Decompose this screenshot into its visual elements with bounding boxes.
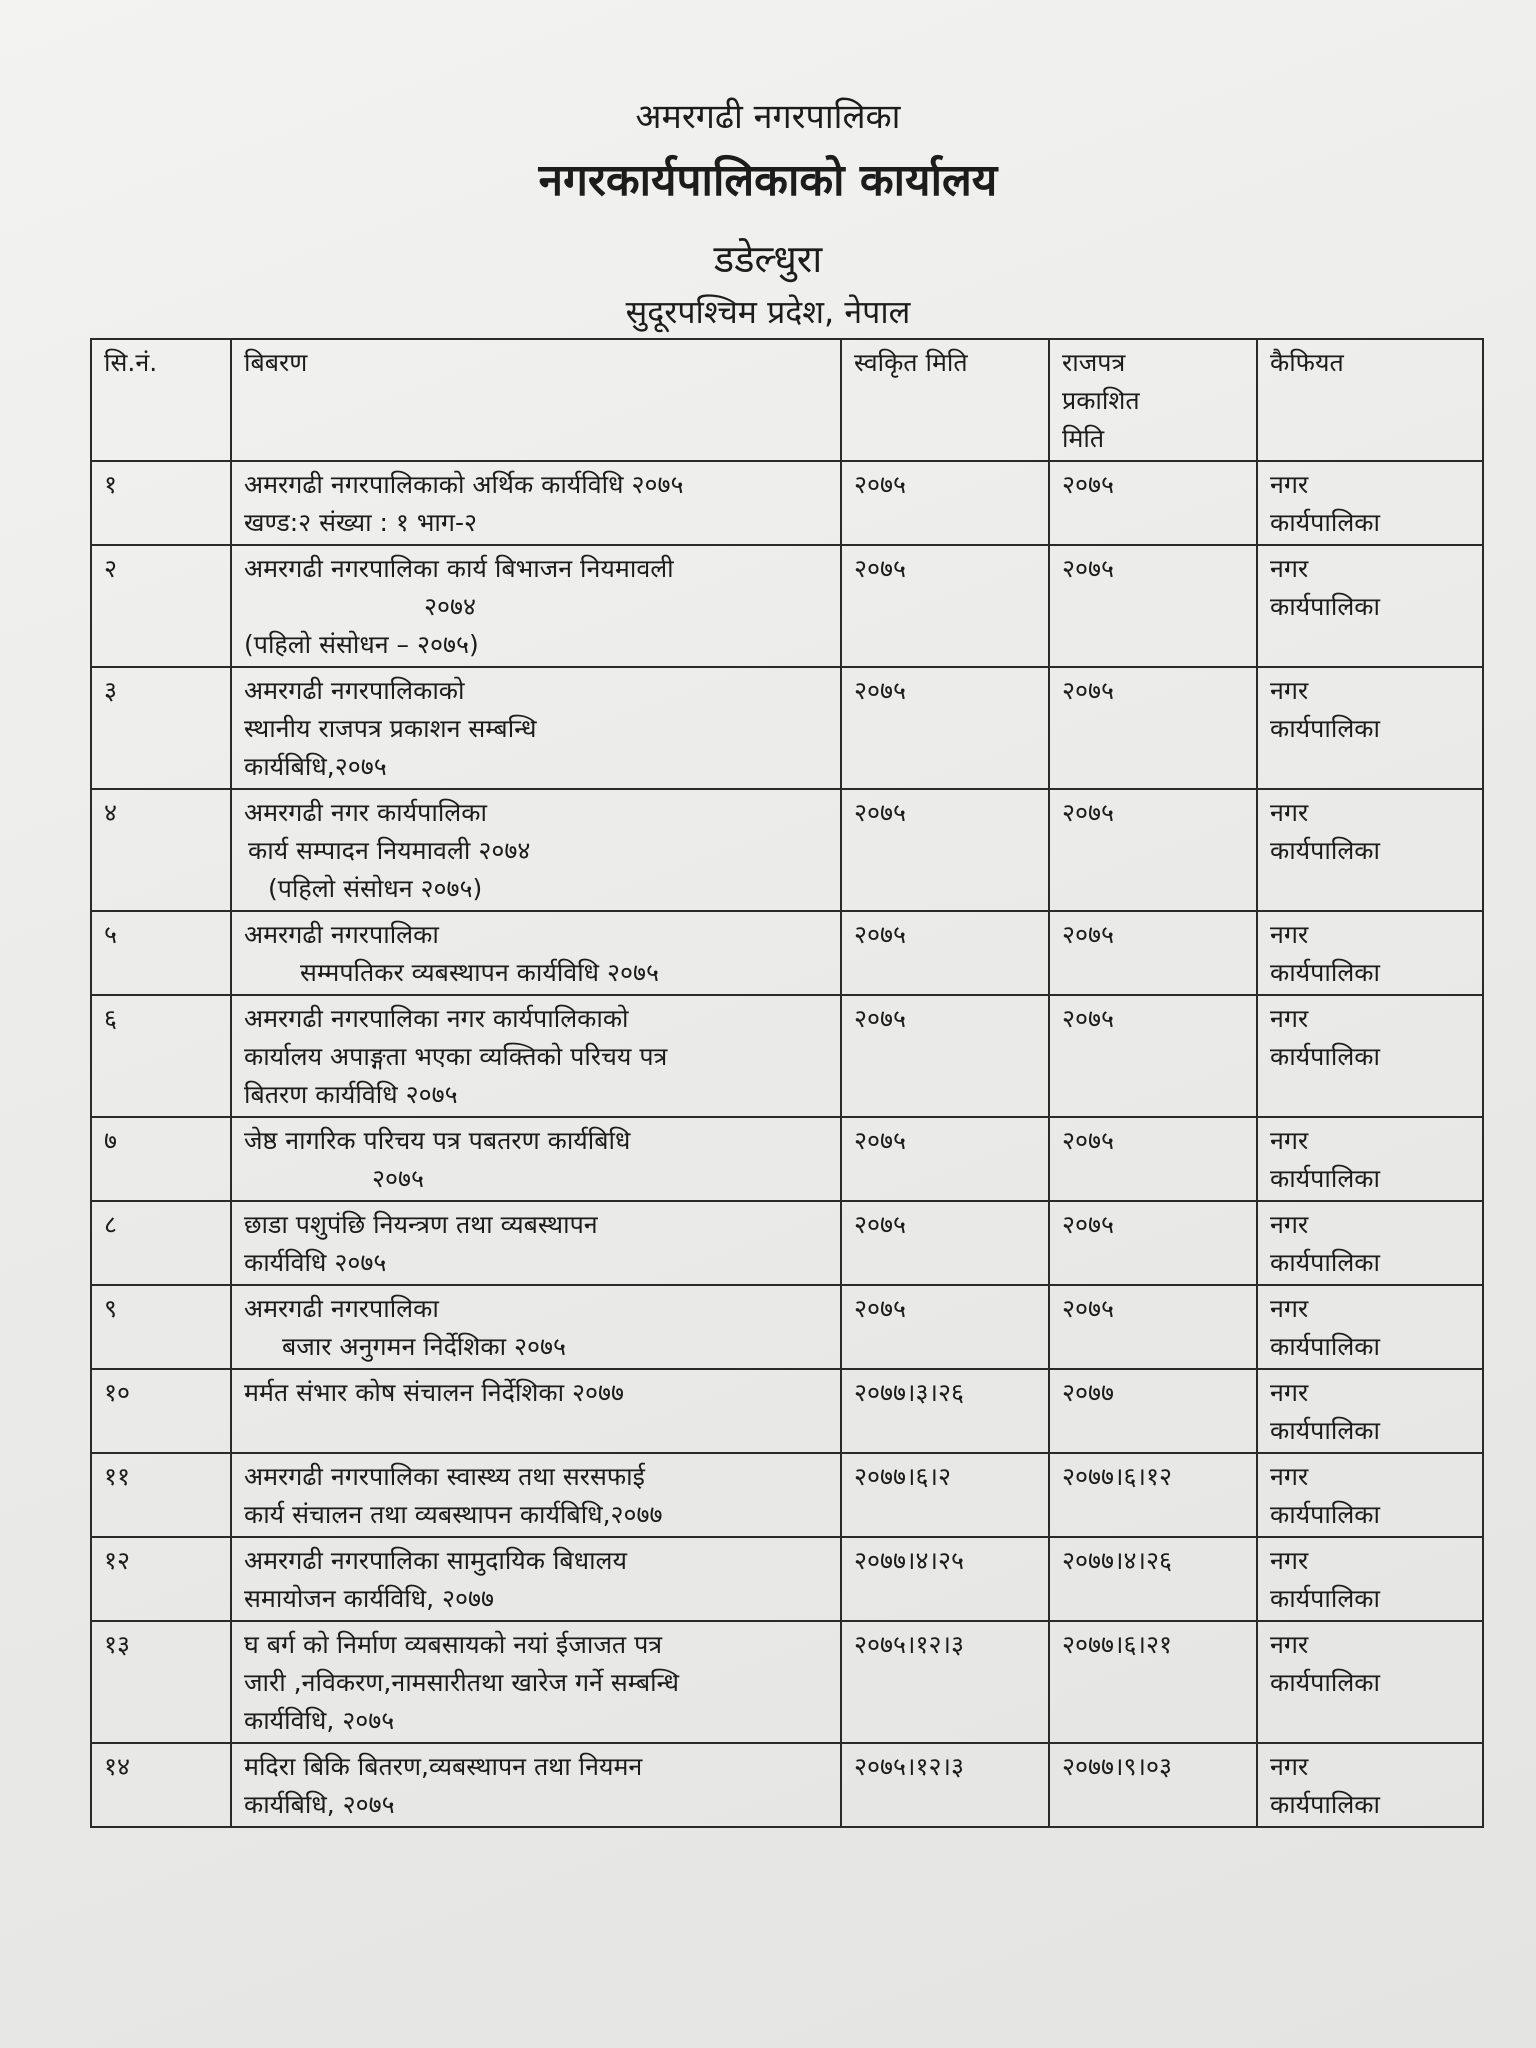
column-header-description: बिबरण [231, 339, 841, 461]
office-title: नगरकार्यपालिकाको कार्यालय [538, 155, 998, 206]
row-serial-number: १३ [91, 1621, 231, 1743]
row-description [231, 1743, 841, 1827]
row-remarks [1257, 1117, 1483, 1201]
row-remarks [1257, 1453, 1483, 1537]
column-header-remarks: कैफियत [1257, 339, 1483, 461]
row-remarks [1257, 1743, 1483, 1827]
row-remarks [1257, 995, 1483, 1117]
row-remarks [1257, 1621, 1483, 1743]
table-body [91, 461, 1483, 1827]
row-approved-date: २०७७।६।२ [841, 1453, 1049, 1537]
row-approved-date: २०७५ [841, 1285, 1049, 1369]
remarks-line: नगर [1270, 1210, 1309, 1239]
row-gazette-date: २०७७ [1049, 1369, 1257, 1453]
description-line: (पहिलो संसोधन २०७५) [268, 874, 483, 903]
row-gazette-date: २०७५ [1049, 1201, 1257, 1285]
description-line: अमरगढी नगरपालिका स्वास्थ्य तथा सरसफाई [244, 1462, 645, 1491]
remarks-line: नगर [1270, 920, 1309, 949]
table-row [91, 995, 1483, 1117]
column-header-sn: सि.नं. [91, 339, 231, 461]
row-remarks [1257, 911, 1483, 995]
description-line: २०७४ [424, 592, 477, 621]
row-gazette-date: २०७७।६।२१ [1049, 1621, 1257, 1743]
row-gazette-date: २०७५ [1049, 461, 1257, 545]
remarks-line: नगर [1270, 470, 1309, 499]
table-header-row [91, 339, 1483, 461]
description-line: जारी ,नविकरण,नामसारीतथा खारेज गर्ने सम्बन्धि [244, 1668, 679, 1697]
row-approved-date: २०७७।४।२५ [841, 1537, 1049, 1621]
row-serial-number: ६ [91, 995, 231, 1117]
row-description [231, 1285, 841, 1369]
description-line: जेष्ठ नागरिक परिचय पत्र पबतरण कार्यबिधि [244, 1126, 631, 1155]
row-approved-date: २०७५ [841, 1201, 1049, 1285]
row-serial-number: २ [91, 545, 231, 667]
row-serial-number: ४ [91, 789, 231, 911]
row-description [231, 461, 841, 545]
description-line: मर्मत संभार कोष संचालन निर्देशिका २०७७ [244, 1378, 625, 1407]
table-row [91, 545, 1483, 667]
remarks-line: नगर [1270, 1004, 1309, 1033]
description-line: बितरण कार्यविधि २०७५ [244, 1080, 458, 1109]
column-header-gazette-line: मिति [1062, 424, 1105, 453]
remarks-line: कार्यपालिका [1270, 1332, 1380, 1361]
row-description [231, 667, 841, 789]
row-gazette-date: २०७५ [1049, 667, 1257, 789]
remarks-line: नगर [1270, 1752, 1309, 1781]
description-line: अमरगढी नगरपालिकाको [244, 676, 465, 705]
description-line: अमरगढी नगरपालिका कार्य बिभाजन नियमावली [244, 554, 674, 583]
table-row [91, 1453, 1483, 1537]
table-row [91, 911, 1483, 995]
municipality-name: अमरगढी नगरपालिका [635, 97, 901, 137]
remarks-line: कार्यपालिका [1270, 1790, 1380, 1819]
table-row [91, 461, 1483, 545]
remarks-line: नगर [1270, 1294, 1309, 1323]
remarks-line: कार्यपालिका [1270, 1164, 1380, 1193]
description-line: (पहिलो संसोधन – २०७५) [244, 630, 479, 659]
description-line: कार्यालय अपाङ्गता भएका व्यक्तिको परिचय पत्र [244, 1042, 668, 1071]
row-gazette-date: २०७५ [1049, 995, 1257, 1117]
remarks-line: नगर [1270, 554, 1309, 583]
row-approved-date: २०७५ [841, 1117, 1049, 1201]
remarks-line: कार्यपालिका [1270, 714, 1380, 743]
remarks-line: कार्यपालिका [1270, 1500, 1380, 1529]
row-approved-date: २०७५ [841, 545, 1049, 667]
table-row [91, 1369, 1483, 1453]
row-gazette-date: २०७५ [1049, 911, 1257, 995]
row-remarks [1257, 667, 1483, 789]
table-row [91, 1537, 1483, 1621]
row-remarks [1257, 461, 1483, 545]
row-serial-number: ३ [91, 667, 231, 789]
remarks-line: नगर [1270, 1378, 1309, 1407]
row-approved-date: २०७५।१२।३ [841, 1743, 1049, 1827]
row-approved-date: २०७५ [841, 789, 1049, 911]
row-description [231, 545, 841, 667]
row-description [231, 1369, 841, 1453]
row-serial-number: १० [91, 1369, 231, 1453]
province-name: सुदूरपश्चिम प्रदेश, नेपाल [625, 293, 911, 331]
remarks-line: नगर [1270, 1462, 1309, 1491]
description-line: कार्यबिधि, २०७५ [244, 1790, 395, 1819]
row-description [231, 789, 841, 911]
row-gazette-date: २०७५ [1049, 1285, 1257, 1369]
row-serial-number: ९ [91, 1285, 231, 1369]
row-serial-number: ८ [91, 1201, 231, 1285]
procedures-table [90, 338, 1484, 1828]
description-line: समायोजन कार्यविधि, २०७७ [244, 1584, 494, 1613]
row-serial-number: ११ [91, 1453, 231, 1537]
remarks-line: कार्यपालिका [1270, 1248, 1380, 1277]
row-gazette-date: २०७७।४।२६ [1049, 1537, 1257, 1621]
remarks-line: कार्यपालिका [1270, 592, 1380, 621]
remarks-line: कार्यपालिका [1270, 1584, 1380, 1613]
row-serial-number: ५ [91, 911, 231, 995]
remarks-line: नगर [1270, 1126, 1309, 1155]
row-gazette-date: २०७५ [1049, 1117, 1257, 1201]
row-approved-date: २०७५ [841, 995, 1049, 1117]
table-row [91, 667, 1483, 789]
description-line: २०७५ [372, 1164, 425, 1193]
row-remarks [1257, 789, 1483, 911]
remarks-line: कार्यपालिका [1270, 1668, 1380, 1697]
description-line: कार्यबिधि,२०७५ [244, 752, 387, 781]
row-description [231, 1201, 841, 1285]
row-description [231, 1621, 841, 1743]
description-line: अमरगढी नगरपालिका [244, 1294, 439, 1323]
table-row [91, 1621, 1483, 1743]
remarks-line: कार्यपालिका [1270, 508, 1380, 537]
table-row [91, 1201, 1483, 1285]
row-gazette-date: २०७७।९।०३ [1049, 1743, 1257, 1827]
description-line: बजार अनुगमन निर्देशिका २०७५ [282, 1332, 567, 1361]
description-line: सम्मपतिकर व्यबस्थापन कार्यविधि २०७५ [300, 958, 659, 987]
row-description [231, 1117, 841, 1201]
description-line: स्थानीय राजपत्र प्रकाशन सम्बन्धि [244, 714, 537, 743]
remarks-line: कार्यपालिका [1270, 1042, 1380, 1071]
row-serial-number: १४ [91, 1743, 231, 1827]
row-gazette-date: २०७७।६।१२ [1049, 1453, 1257, 1537]
description-line: मदिरा बिकि बितरण,व्यबस्थापन तथा नियमन [244, 1752, 643, 1781]
row-description [231, 911, 841, 995]
remarks-line: कार्यपालिका [1270, 836, 1380, 865]
row-serial-number: ७ [91, 1117, 231, 1201]
row-remarks [1257, 1201, 1483, 1285]
row-description [231, 1537, 841, 1621]
row-serial-number: १ [91, 461, 231, 545]
column-header-approved-date: स्वकृित मिति [841, 339, 1049, 461]
description-line: अमरगढी नगरपालिका सामुदायिक बिधालय [244, 1546, 627, 1575]
remarks-line: नगर [1270, 1546, 1309, 1575]
description-line: खण्ड:२ संख्या : १ भाग-२ [244, 508, 477, 537]
description-line: घ बर्ग को निर्माण व्यबसायको नयां ईजाजत पत्र [244, 1630, 663, 1659]
remarks-line: कार्यपालिका [1270, 1416, 1380, 1445]
row-approved-date: २०७५ [841, 911, 1049, 995]
description-line: कार्य सम्पादन नियमावली २०७४ [248, 836, 531, 865]
column-header-gazette-line: राजपत्र [1062, 348, 1126, 377]
row-remarks [1257, 545, 1483, 667]
description-line: कार्यविधि, २०७५ [244, 1706, 395, 1735]
row-approved-date: २०७५ [841, 667, 1049, 789]
row-remarks [1257, 1537, 1483, 1621]
row-approved-date: २०७५ [841, 461, 1049, 545]
table-row [91, 1743, 1483, 1827]
description-line: अमरगढी नगर कार्यपालिका [244, 798, 487, 827]
remarks-line: नगर [1270, 1630, 1309, 1659]
row-approved-date: २०७७।३।२६ [841, 1369, 1049, 1453]
table-row [91, 789, 1483, 911]
row-gazette-date: २०७५ [1049, 545, 1257, 667]
description-line: अमरगढी नगरपालिका नगर कार्यपालिकाको [244, 1004, 629, 1033]
row-description [231, 1453, 841, 1537]
description-line: छाडा पशुपंछि नियन्त्रण तथा व्यबस्थापन [244, 1210, 598, 1239]
remarks-line: नगर [1270, 676, 1309, 705]
row-approved-date: २०७५।१२।३ [841, 1621, 1049, 1743]
row-remarks [1257, 1285, 1483, 1369]
description-line: अमरगढी नगरपालिका [244, 920, 439, 949]
row-remarks [1257, 1369, 1483, 1453]
row-description [231, 995, 841, 1117]
table-row [91, 1285, 1483, 1369]
column-header-gazette-date [1049, 339, 1257, 461]
row-serial-number: १२ [91, 1537, 231, 1621]
description-line: अमरगढी नगरपालिकाको अर्थिक कार्यविधि २०७५ [244, 470, 684, 499]
table-row [91, 1117, 1483, 1201]
remarks-line: कार्यपालिका [1270, 958, 1380, 987]
row-gazette-date: २०७५ [1049, 789, 1257, 911]
description-line: कार्यविधि २०७५ [244, 1248, 387, 1277]
column-header-gazette-line: प्रकाशित [1062, 386, 1140, 415]
district-name: डडेल्धुरा [713, 237, 823, 281]
description-line: कार्य संचालन तथा व्यबस्थापन कार्यबिधि,२०७७ [244, 1500, 663, 1529]
remarks-line: नगर [1270, 798, 1309, 827]
